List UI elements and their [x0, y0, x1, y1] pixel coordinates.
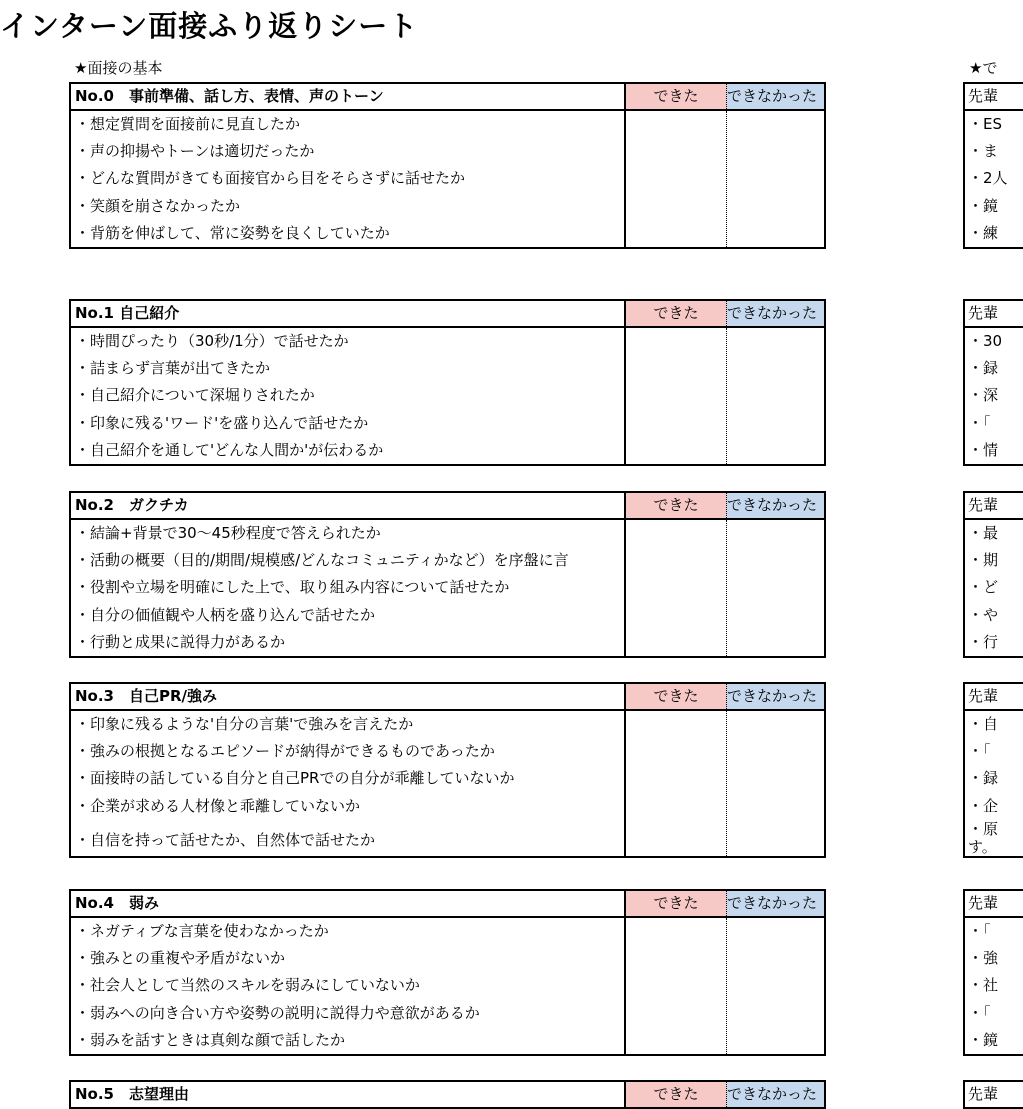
advice-table [963, 299, 1023, 466]
table-body [71, 328, 824, 464]
table-header [71, 493, 824, 520]
checklist-item: ・自信を持って話せたか、自然体で話せたか [75, 830, 376, 849]
checklist-item: ・弱みへの向き合い方や姿勢の説明に説得力や意欲があるか [75, 1003, 480, 1022]
advice-item: ・「 [968, 922, 991, 940]
advice-header: 先輩 [965, 84, 1023, 111]
advice-item: ・情 [968, 440, 999, 459]
checklist-items [71, 111, 626, 247]
done-check-cell[interactable] [626, 918, 727, 1054]
section-title: No.0 事前準備、話し方、表情、声のトーン [71, 84, 626, 109]
advice-item: ・30 [968, 332, 1003, 350]
section-caption-right: ★で [969, 59, 998, 77]
checklist-item: ・どんな質問がきても面接官から目をそらさずに話せたか [75, 169, 466, 188]
advice-item: ・企 [968, 796, 999, 815]
advice-item: ・や [968, 605, 999, 624]
not-done-check-cell[interactable] [727, 918, 824, 1054]
column-done-header: できた [626, 891, 727, 916]
table-body [71, 111, 824, 247]
advice-item: ・「 [968, 413, 991, 432]
advice-table [963, 82, 1023, 249]
checklist-table [69, 82, 826, 249]
checklist-item: ・行動と成果に説得力があるか [75, 632, 286, 651]
advice-item: ・期 [968, 551, 999, 570]
checklist-item: ・時間ぴったり（30秒/1分）で話せたか [75, 332, 349, 350]
checklist-item: ・詰まらず言葉が出てきたか [75, 359, 271, 378]
advice-header: 先輩 [965, 493, 1023, 520]
checklist-table [69, 491, 826, 658]
advice-header: 先輩 [965, 684, 1023, 711]
advice-item: ・行 [968, 632, 999, 651]
checklist-items [71, 711, 626, 856]
advice-item: ・録 [968, 359, 999, 378]
advice-item: ・2人 [968, 169, 1008, 188]
checklist-item: ・印象に残る'ワード'を盛り込んで話せたか [75, 413, 369, 432]
advice-item: ・社 [968, 976, 999, 995]
done-check-cell[interactable] [626, 111, 727, 247]
advice-header: 先輩 [965, 1082, 1023, 1109]
column-done-header: できた [626, 493, 727, 518]
checklist-item: ・印象に残るような'自分の言葉'で強みを言えたか [75, 715, 414, 733]
table-header [71, 1082, 824, 1109]
section-title: No.1 自己紹介 [71, 301, 626, 326]
column-done-header: できた [626, 301, 727, 326]
advice-item: す。 [968, 837, 997, 856]
not-done-check-cell[interactable] [727, 328, 824, 464]
checklist-item: ・社会人として当然のスキルを弱みにしていないか [75, 976, 420, 995]
column-not-done-header: できなかった [727, 301, 824, 326]
checklist-table [69, 682, 826, 858]
advice-table [963, 889, 1023, 1056]
table-header [71, 684, 824, 711]
advice-item: ・強 [968, 949, 999, 968]
table-body [71, 520, 824, 656]
checklist-item: ・背筋を伸ばして、常に姿勢を良くしていたか [75, 223, 390, 242]
checklist-table [69, 889, 826, 1056]
advice-table [963, 491, 1023, 658]
checklist-items [71, 918, 626, 1054]
advice-item: ・ES [968, 115, 1002, 133]
advice-item: ・鏡 [968, 196, 999, 215]
advice-item: ・自 [968, 715, 999, 733]
section-title: No.2 ガクチカ [71, 493, 626, 518]
advice-header: 先輩 [965, 301, 1023, 328]
page-title: インターン面接ふり返りシート [0, 9, 419, 43]
table-body [71, 711, 824, 856]
advice-item: ・「 [968, 1003, 991, 1022]
checklist-items [71, 520, 626, 656]
table-body [71, 918, 824, 1054]
not-done-check-cell[interactable] [727, 111, 824, 247]
advice-item: ・「 [968, 742, 991, 761]
advice-header: 先輩 [965, 891, 1023, 918]
advice-item: ・深 [968, 386, 999, 405]
section-caption-basics: ★面接の基本 [74, 59, 163, 77]
checklist-item: ・自己紹介について深堀りされたか [75, 386, 315, 405]
checklist-item: ・笑顔を崩さなかったか [75, 196, 241, 215]
checklist-item: ・強みとの重複や矛盾がないか [75, 949, 286, 968]
table-header [71, 891, 824, 918]
column-done-header: できた [626, 684, 727, 709]
checklist-item: ・強みの根拠となるエピソードが納得ができるものであったか [75, 742, 495, 761]
table-header [71, 84, 824, 111]
done-check-cell[interactable] [626, 328, 727, 464]
column-not-done-header: できなかった [727, 891, 824, 916]
table-header [71, 301, 824, 328]
section-title: No.5 志望理由 [71, 1082, 626, 1107]
not-done-check-cell[interactable] [727, 520, 824, 656]
column-done-header: できた [626, 84, 727, 109]
column-not-done-header: できなかった [727, 684, 824, 709]
checklist-item: ・声の抑揚やトーンは適切だったか [75, 142, 315, 161]
done-check-cell[interactable] [626, 711, 727, 856]
advice-item: ・最 [968, 524, 999, 542]
column-not-done-header: できなかった [727, 1082, 824, 1107]
checklist-item: ・結論+背景で30〜45秒程度で答えられたか [75, 524, 381, 542]
checklist-item: ・企業が求める人材像と乖離していないか [75, 796, 361, 815]
advice-item: ・原 [968, 819, 999, 838]
checklist-item: ・弱みを話すときは真剣な顔で話したか [75, 1030, 346, 1049]
advice-item: ・鏡 [968, 1030, 999, 1049]
advice-table [963, 1080, 1023, 1109]
advice-item: ・ど [968, 578, 999, 597]
checklist-item: ・ネガティブな言葉を使わなかったか [75, 922, 329, 940]
checklist-item: ・想定質問を面接前に見直したか [75, 115, 301, 133]
advice-item: ・練 [968, 223, 999, 242]
checklist-table [69, 1080, 826, 1109]
checklist-item: ・面接時の話している自分と自己PRでの自分が乖離していないか [75, 769, 515, 788]
section-title: No.3 自己PR/強み [71, 684, 626, 709]
column-done-header: できた [626, 1082, 727, 1107]
checklist-item: ・活動の概要（目的/期間/規模感/どんなコミュニティかなど）を序盤に言 [75, 551, 569, 570]
checklist-table [69, 299, 826, 466]
advice-table [963, 682, 1023, 858]
checklist-item: ・役割や立場を明確にした上で、取り組み内容について話せたか [75, 578, 510, 597]
done-check-cell[interactable] [626, 520, 727, 656]
column-not-done-header: できなかった [727, 84, 824, 109]
not-done-check-cell[interactable] [727, 711, 824, 856]
column-not-done-header: できなかった [727, 493, 824, 518]
checklist-items [71, 328, 626, 464]
section-title: No.4 弱み [71, 891, 626, 916]
advice-item: ・録 [968, 769, 999, 788]
checklist-item: ・自己紹介を通して'どんな人間か'が伝わるか [75, 440, 384, 459]
checklist-item: ・自分の価値観や人柄を盛り込んで話せたか [75, 605, 376, 624]
advice-item: ・ま [968, 142, 999, 161]
